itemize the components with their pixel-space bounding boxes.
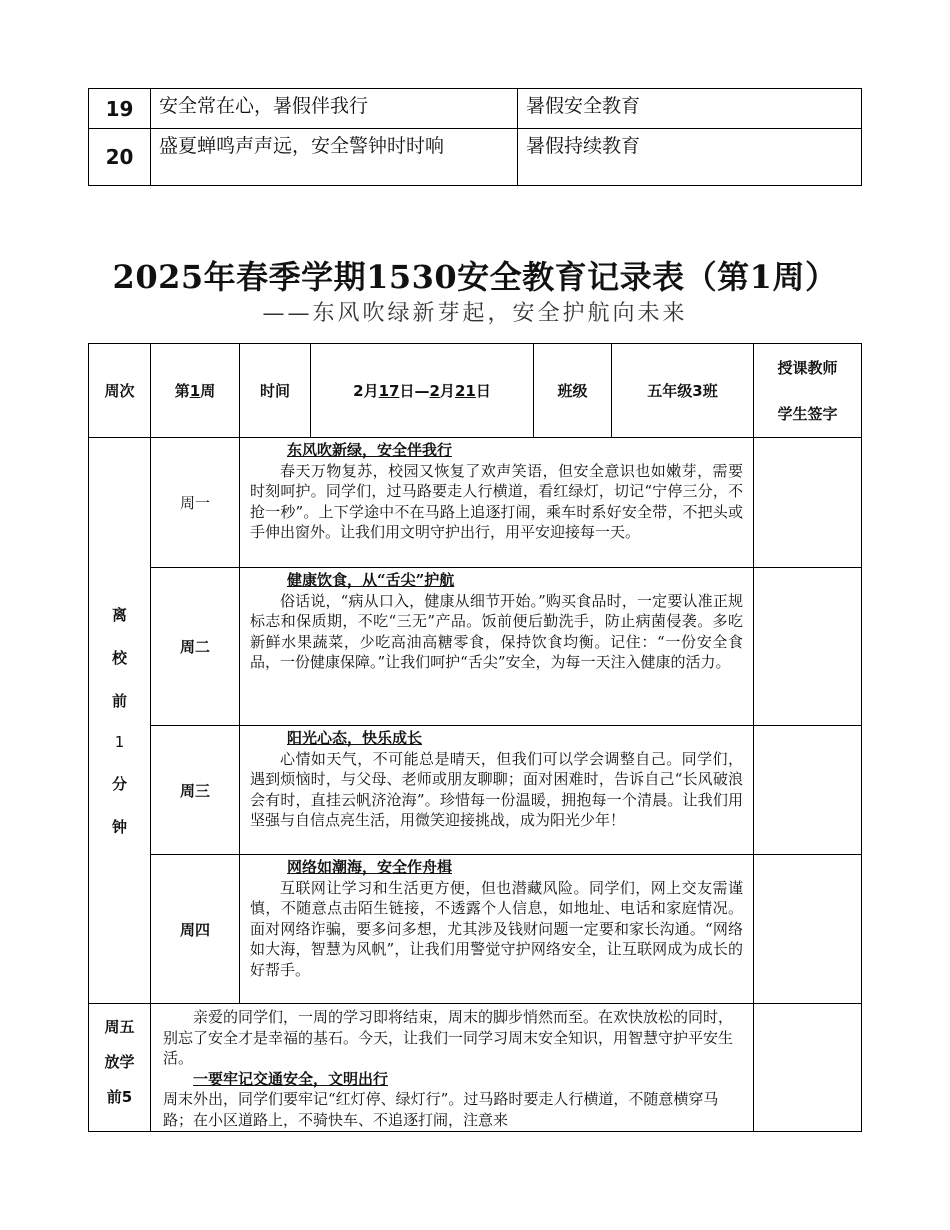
safety-record-table [88, 343, 862, 1132]
previous-topics-table [88, 88, 862, 186]
time-label: 时间 [240, 344, 311, 438]
day-body: 心情如天气，不可能总是晴天，但我们可以学会调整自己。同学们，遇到烦恼时，与父母、老师或朋友聊聊；面对困难时，告诉自己“长风破浪会有时，直挂云帆济沧海”。珍惜每一份温暖，拥抱每一个清晨。让我们用坚强与自信点亮生活，用微笑迎接挑战，成为阳光少年！ [250, 749, 743, 829]
day-heading: 阳光心态，快乐成长 [287, 729, 423, 747]
side-char: 校 [111, 649, 127, 667]
friday-intro: 亲爱的同学们，一周的学习即将结束，周末的脚步悄然而至。在欢快放松的同时，别忘了安全才是幸福的基石。今天，让我们一同学习周末安全知识，用智慧守护平安生活。 [163, 1008, 734, 1067]
side-line: 周五 [104, 1018, 135, 1036]
day-label: 周四 [151, 855, 240, 1004]
row-number: 19 [89, 89, 151, 129]
day-content [240, 568, 754, 726]
side-line: 放学 [104, 1053, 135, 1071]
day-heading: 健康饮食，从“舌尖”护航 [287, 571, 455, 589]
table-row [89, 89, 862, 129]
day-label: 周一 [151, 438, 240, 568]
signature-cell [754, 726, 862, 855]
day-heading: 网络如潮海，安全作舟楫 [287, 858, 453, 876]
side-char: 1 [114, 733, 125, 751]
theme-cell: 盛夏蝉鸣声声远，安全警钟时时响 [151, 129, 518, 186]
table-row [89, 129, 862, 186]
day-body: 俗话说，“病从口入，健康从细节开始。”购买食品时，一定要认准正规标志和保质期，不吃“三无”产品。饭前便后勤洗手，防止病菌侵袭。多吃新鲜水果蔬菜，少吃高油高糖零食，保持饮食均衡。记住：“一份安全食品，一份健康保障。”让我们呵护“舌尖”安全，为每一天注入健康的活力。 [250, 591, 743, 671]
side-line: 前5 [106, 1088, 133, 1106]
table-row [89, 726, 862, 855]
side-char: 分 [111, 775, 127, 793]
table-row [89, 568, 862, 726]
day-label: 周二 [151, 568, 240, 726]
date-range: 2月17日—2月21日 [311, 344, 534, 438]
side-char: 前 [111, 692, 127, 710]
day-content [240, 438, 754, 568]
topic-cell: 暑假安全教育 [518, 89, 862, 129]
theme-cell: 安全常在心，暑假伴我行 [151, 89, 518, 129]
signature-cell [754, 438, 862, 568]
side-label [89, 438, 151, 1004]
document-subtitle: ——东风吹绿新芽起，安全护航向未来 [262, 301, 688, 326]
day-content [240, 855, 754, 1004]
friday-body: 周末外出，同学们要牢记“红灯停、绿灯行”。过马路时要走人行横道，不随意横穿马路；在小区道路上，不骑快车、不追逐打闹，注意来 [163, 1090, 719, 1129]
signature-cell [754, 568, 862, 726]
table-row [89, 1004, 862, 1132]
signature-cell [754, 1004, 862, 1132]
topic-cell: 暑假持续教育 [518, 129, 862, 186]
day-body: 春天万物复苏，校园又恢复了欢声笑语，但安全意识也如嫩芽，需要时刻呵护。同学们，过马路要走人行横道，看红绿灯，切记“宁停三分，不抢一秒”。上下学途中不在马路上追逐打闹，乘车时系好安全带，不把头或手伸出窗外。让我们用文明守护出行，用平安迎接每一天。 [250, 461, 743, 541]
teacher-signature-header [754, 344, 862, 438]
class-label: 班级 [534, 344, 612, 438]
day-body: 互联网让学习和生活更方便，但也潜藏风险。同学们，网上交友需谨慎，不随意点击陌生链接，不透露个人信息，如地址、电话和家庭情况。面对网络诈骗，要多问多想，尤其涉及钱财问题一定要和家长沟通。“网络如大海，智慧为风帆”，让我们用警觉守护网络安全，让互联网成为成长的好帮手。 [250, 878, 743, 979]
friday-side-label [89, 1004, 151, 1132]
document-title: 2025年春季学期1530安全教育记录表（第1周） [112, 258, 838, 296]
day-content [240, 726, 754, 855]
signature-cell [754, 855, 862, 1004]
week-value: 第1周 [151, 344, 240, 438]
friday-heading: 一要牢记交通安全，文明出行 [193, 1069, 389, 1088]
side-char: 钟 [111, 818, 127, 836]
day-label: 周三 [151, 726, 240, 855]
table-row [89, 855, 862, 1004]
teacher-label: 授课教师 [777, 358, 838, 377]
table-row [89, 438, 862, 568]
class-value: 五年级3班 [612, 344, 754, 438]
day-heading: 东风吹新绿，安全伴我行 [287, 441, 453, 459]
week-label: 周次 [89, 344, 151, 438]
friday-content [151, 1004, 754, 1132]
header-row [89, 344, 862, 438]
row-number: 20 [89, 129, 151, 186]
signature-label: 学生签字 [777, 404, 838, 423]
side-char: 离 [111, 606, 127, 624]
